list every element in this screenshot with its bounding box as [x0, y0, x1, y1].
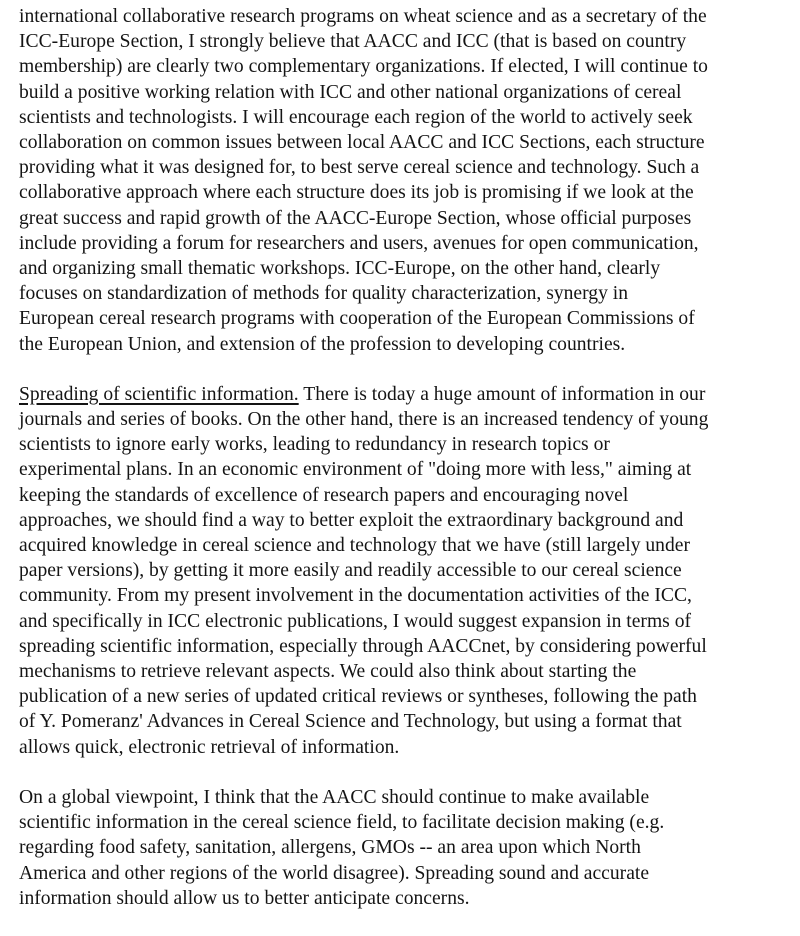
paragraph-global-viewpoint	[19, 785, 797, 911]
section-heading: Spreading of scientific information.	[19, 383, 299, 405]
text-line: journals and series of books. On the other hand, there is an increased tendency of young	[19, 409, 709, 431]
text-line: European cereal research programs with cooperation of the European Commissions of	[19, 308, 695, 330]
text-line: keeping the standards of excellence of research papers and encouraging novel	[19, 484, 629, 506]
text-line: mechanisms to retrieve relevant aspects. We could also think about starting the	[19, 661, 637, 683]
text-line: scientists and technologists. I will encourage each region of the world to actively seek	[19, 106, 693, 128]
text-line: allows quick, electronic retrieval of information.	[19, 736, 400, 758]
text-line: focuses on standardization of methods for quality characterization, synergy in	[19, 283, 629, 305]
text-line: great success and rapid growth of the AACC-Europe Section, whose official purposes	[19, 207, 692, 229]
text-line: providing what it was designed for, to best serve cereal science and technology. Such a	[19, 157, 700, 179]
text-line: America and other regions of the world disagree). Spreading sound and accurate	[19, 862, 650, 884]
text-line: collaborative approach where each structure does its job is promising if we look at the	[19, 182, 694, 204]
text-line: scientific information in the cereal science field, to facilitate decision making (e.g.	[19, 812, 665, 834]
text-line: ICC-Europe Section, I strongly believe that AACC and ICC (that is based on country	[19, 31, 687, 53]
text-line: the European Union, and extension of the profession to developing countries.	[19, 333, 626, 355]
text-line: collaboration on common issues between local AACC and ICC Sections, each structure	[19, 132, 705, 154]
text-line: regarding food safety, sanitation, allergens, GMOs -- an area upon which North	[19, 837, 641, 859]
text-line	[19, 382, 797, 407]
text-line: approaches, we should find a way to better exploit the extraordinary background and	[19, 509, 684, 531]
text-line: and specifically in ICC electronic publications, I would suggest expansion in terms of	[19, 610, 692, 632]
text-line: spreading scientific information, especially through AACCnet, by considering powerful	[19, 635, 707, 657]
text-line: experimental plans. In an economic environment of "doing more with less," aiming at	[19, 459, 692, 481]
text-line: paper versions), by getting it more easily and readily accessible to our cereal science	[19, 560, 682, 582]
text-line: of Y. Pomeranz' Advances in Cereal Science and Technology, but using a format that	[19, 711, 682, 733]
text-line: scientists to ignore early works, leading to redundancy in research topics or	[19, 434, 610, 456]
text-line: build a positive working relation with ICC and other national organizations of cereal	[19, 81, 682, 103]
text-line: publication of a new series of updated critical reviews or syntheses, following the path	[19, 686, 697, 708]
paragraph-spreading-information	[19, 382, 797, 760]
paragraph-icc-collaboration	[19, 4, 797, 357]
text-line: acquired knowledge in cereal science and technology that we have (still largely under	[19, 535, 690, 557]
document-page	[19, 4, 797, 936]
text-line: international collaborative research programs on wheat science and as a secretary of the	[19, 6, 707, 27]
text-line: On a global viewpoint, I think that the AACC should continue to make available	[19, 786, 650, 808]
text-line: include providing a forum for researchers and users, avenues for open communication,	[19, 232, 699, 254]
heading-line-continuation: There is today a huge amount of information in our	[298, 383, 706, 405]
text-line: membership) are clearly two complementary organizations. If elected, I will continue to	[19, 56, 708, 78]
text-line: information should allow us to better anticipate concerns.	[19, 887, 470, 909]
text-line: community. From my present involvement in the documentation activities of the ICC,	[19, 585, 692, 607]
text-line: and organizing small thematic workshops. ICC-Europe, on the other hand, clearly	[19, 258, 661, 280]
